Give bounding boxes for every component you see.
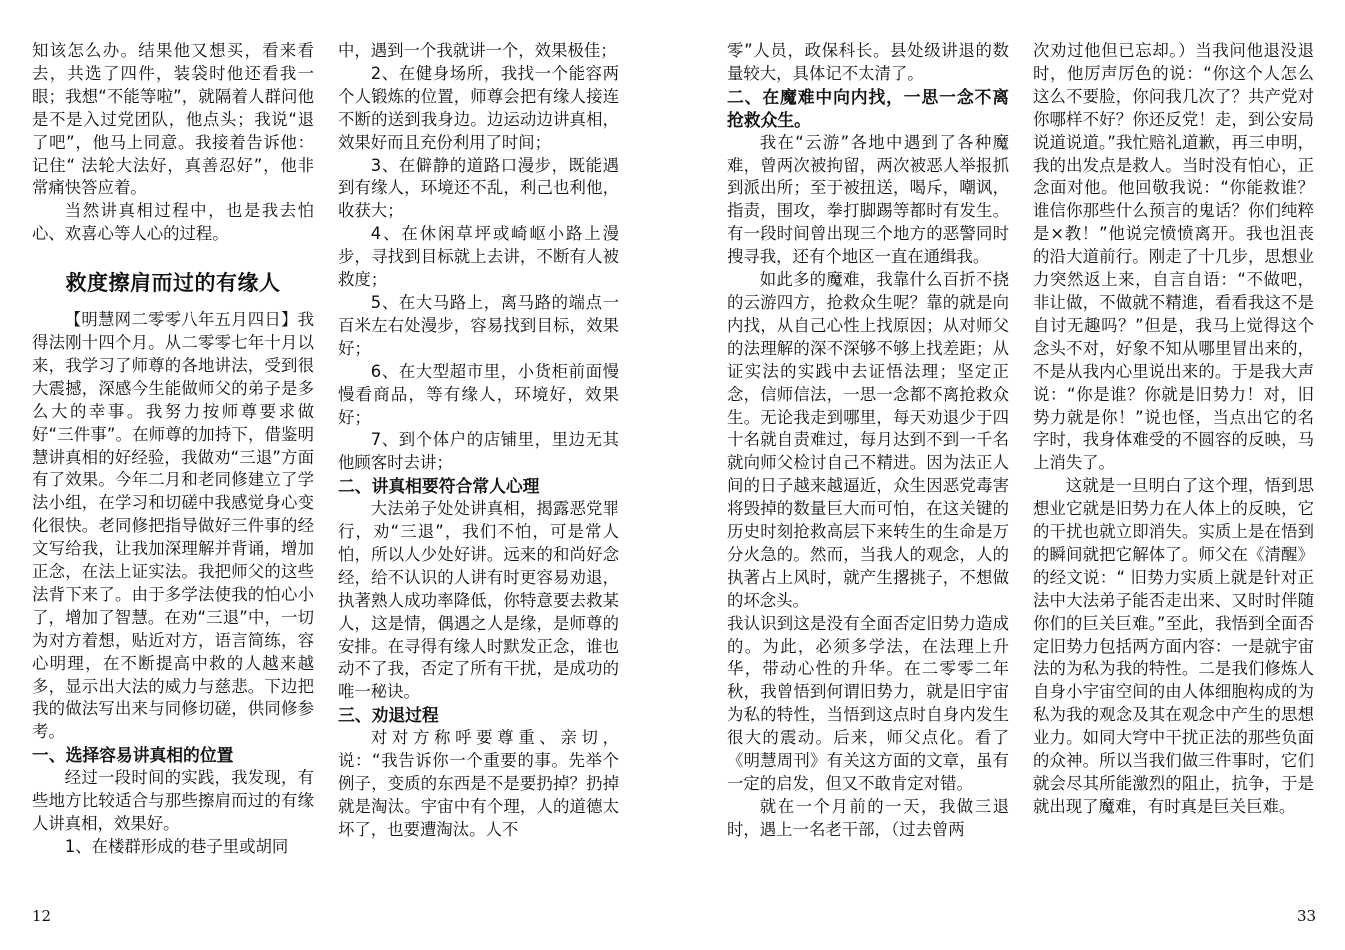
- paragraph: 知该怎么办。结果他又想买，看来看去，共选了四件，装袋时他还看我一眼；我想“不能等啦”，就隔着人群问他是不是入过党团队，他点头；我说“退了吧”，他马上同意。我接着告诉他：记住“ 法轮大法好，真善忍好”，他非常痛快答应着。: [32, 41, 314, 198]
- left-page-column-1: [32, 40, 314, 859]
- paragraph: 如此多的魔难，我靠什么百折不挠的云游四方，抢救众生呢？靠的就是向内找，从自己心性上找原因；从对师父的法理解的深不深够不够上找差距；从证实法的实践中去证悟法理；坚定正念，信师信法，一思一念都不离抢救众生。无论我走到哪里，每天劝退少于四十名就自责难过，每月达到不到一千名就向师父检讨自己不精进。因为法正人间的日子越来越逼近，众生因恶党毒害将毁掉的数量巨大而可怕，在这关键的历史时刻抢救高层下来转生的生命是万分火急的。然而，当我人的观念，人的执著占上风时，就产生撂挑子，不想做的坏念头。: [727, 270, 1009, 610]
- paragraph: 1、在楼群形成的巷子里或胡同: [64, 836, 289, 856]
- page-number-right: 33: [1297, 907, 1317, 925]
- right-page-column-1: [727, 40, 1009, 842]
- page-number-left: 12: [32, 907, 52, 925]
- paragraph: 【明慧网二零零八年五月四日】我得法刚十四个月。从二零零七年十月以来，我学习了师尊的各地讲法，受到很大震撼，深感今生能做师父的弟子是多么大的幸事。我努力按师尊要求做好“三件事”。在师尊的加持下，借鉴明慧讲真相的好经验，我做劝“三退”方面有了效果。今年二月和老同修建立了学法小组，在学习和切磋中我感觉身心变化很快。老同修把指导做好三件事的经文写给我，让我加深理解并背诵，增加正念，在法上证实法。我把师父的这些法背下来了。由于多学法使我的怕心小了，增加了智慧。在劝“三退”中，一切为对方着想，贴近对方，语言简练，容心明理，在不断提高中救的人越来越多，显示出大法的威力与慈悲。下边把我的做法写出来与同修切磋，供同修参考。: [32, 310, 314, 742]
- paragraph: 我在“云游”各地中遇到了各种魔难，曾两次被拘留，两次被恶人举报抓到派出所；至于被扭送，喝斥，嘲讽，指责，围攻，拳打脚踢等都时有发生。有一段时间曾出现三个地方的恶警同时搜寻我，还有个地区一直在通缉我。: [727, 132, 1009, 267]
- paragraph: 7、到个体户的店铺里，里边无其他顾客时去讲；: [338, 430, 619, 473]
- paragraph: 4、在休闲草坪或崎岖小路上漫步，寻找到目标就上去讲，不断有人被救度；: [338, 224, 619, 290]
- paragraph: 5、在大马路上，离马路的端点一百米左右处漫步，容易找到目标，效果好；: [338, 292, 619, 358]
- paragraph: 这就是一旦明白了这个理，悟到思想业它就是旧势力在人体上的反映，它的干扰也就立即消失。实质上是在悟到的瞬间就把它解体了。师父在《清醒》的经文说：“ 旧势力实质上就是针对正法中大法弟子能否走出来、又时时伴随你们的巨关巨难。”至此，我悟到全面否定旧势力包括两方面内容：一是就宇宙法的为私为我的特性。二是我们修炼人自身小宇宙空间的由人体细胞构成的为私为我的观念及其在观念中产生的思想业力。如同大穹中干扰正法的那些负面的众神。所以当我们做三件事时，它们就会尽其所能激烈的阻止，抗争，于是就出现了魔难，有时真是巨关巨难。: [1033, 476, 1314, 816]
- paragraph: 2、在健身场所，我找一个能容两个人锻炼的位置，师尊会把有缘人接连不断的送到我身边。边运动边讲真相，效果好而且充份利用了时间；: [338, 63, 619, 152]
- article-title: 救度擦肩而过的有缘人: [65, 271, 281, 296]
- paragraph: 经过一段时间的实践，我发现，有些地方比较适合与那些擦肩而过的有缘人讲真相，效果好。: [32, 768, 314, 833]
- paragraph: 当然讲真相过程中，也是我去怕心、欢喜心等人心的过程。: [32, 201, 314, 244]
- paragraph: 对对方称呼要尊重、亲切，说：“我告诉你一个重要的事。先举个例子，变质的东西是不是要扔掉？扔掉就是淘汰。宇宙中有个理，人的道德太坏了，也要遭淘汰。人不: [338, 728, 619, 839]
- section-heading: 一、选择容易讲真相的位置: [32, 745, 234, 766]
- paragraph: 大法弟子处处讲真相，揭露恶党罪行，劝“三退”，我们不怕，可是常人怕，所以人少处好讲。远来的和尚好念经，给不认识的人讲有时更容易劝退，执著熟人成功率降低，你特意要去救某人，这是情，偶遇之人是缘，是师尊的安排。在寻得有缘人时默发正念，谁也动不了我，否定了所有干扰，是成功的唯一秘诀。: [338, 499, 619, 702]
- paragraph: 次劝过他但已忘却。）当我问他退没退时，他厉声厉色的说：“你这个人怎么这么不要脸，你问我几次了？共产党对你哪样不好？你还反党！走，到公安局说道说道。”我忙赔礼道歉，再三申明，我的出发点是救人。当时没有怕心，正念面对他。他回敬我说：“你能救谁？谁信你那些什么预言的鬼话？你们纯粹是×教！”他说完愤愤离开。我也沮丧的沿大道前行。刚走了十几步，思想业力突然返上来，自言自语：“不做吧，非让做，不做就不精進，看看我这不是自讨无趣吗？”但是，我马上觉得这个念头不对，好象不知从哪里冒出来的，不是从我内心里说出来的。于是我大声说：“你是谁？你就是旧势力！对，旧势力就是你！”说也怪，当点出它的名字时，我身体难受的不圆容的反映，马上消失了。: [1033, 41, 1314, 473]
- paragraph: 6、在大型超市里，小货柜前面慢慢看商品，等有缘人，环境好，效果好；: [338, 361, 619, 427]
- section-heading: 二、在魔难中向内找，一思一念不离抢救众生。: [727, 86, 1009, 130]
- section-heading: 三、劝退过程: [338, 705, 439, 726]
- paragraph: 我认识到这是没有全面否定旧势力造成的。为此，必须多学法，在法理上升华，带动心性的升华。在二零零二年秋，我曾悟到何谓旧势力，就是旧宇宙为私的特性，当悟到这点时自身内发生很大的震动。后来，师父点化。看了《明慧周刊》有关这方面的文章，虽有一定的启发，但又不敢肯定对错。: [727, 613, 1009, 793]
- section-heading: 二、讲真相要符合常人心理: [338, 476, 540, 497]
- paragraph: 零”人员，政保科长。县处级讲退的数量较大，具体记不太清了。: [727, 41, 1009, 83]
- paragraph: 3、在僻静的道路口漫步，既能遇到有缘人，环境还不乱，利己也利他，收获大；: [338, 155, 619, 221]
- left-page-column-2: [338, 40, 619, 842]
- paragraph: 就在一个月前的一天，我做三退时，遇上一名老干部，（过去曾两: [727, 796, 1009, 839]
- paragraph: 中，遇到一个我就讲一个，效果极佳；: [338, 41, 617, 60]
- right-page-column-2: [1033, 40, 1314, 819]
